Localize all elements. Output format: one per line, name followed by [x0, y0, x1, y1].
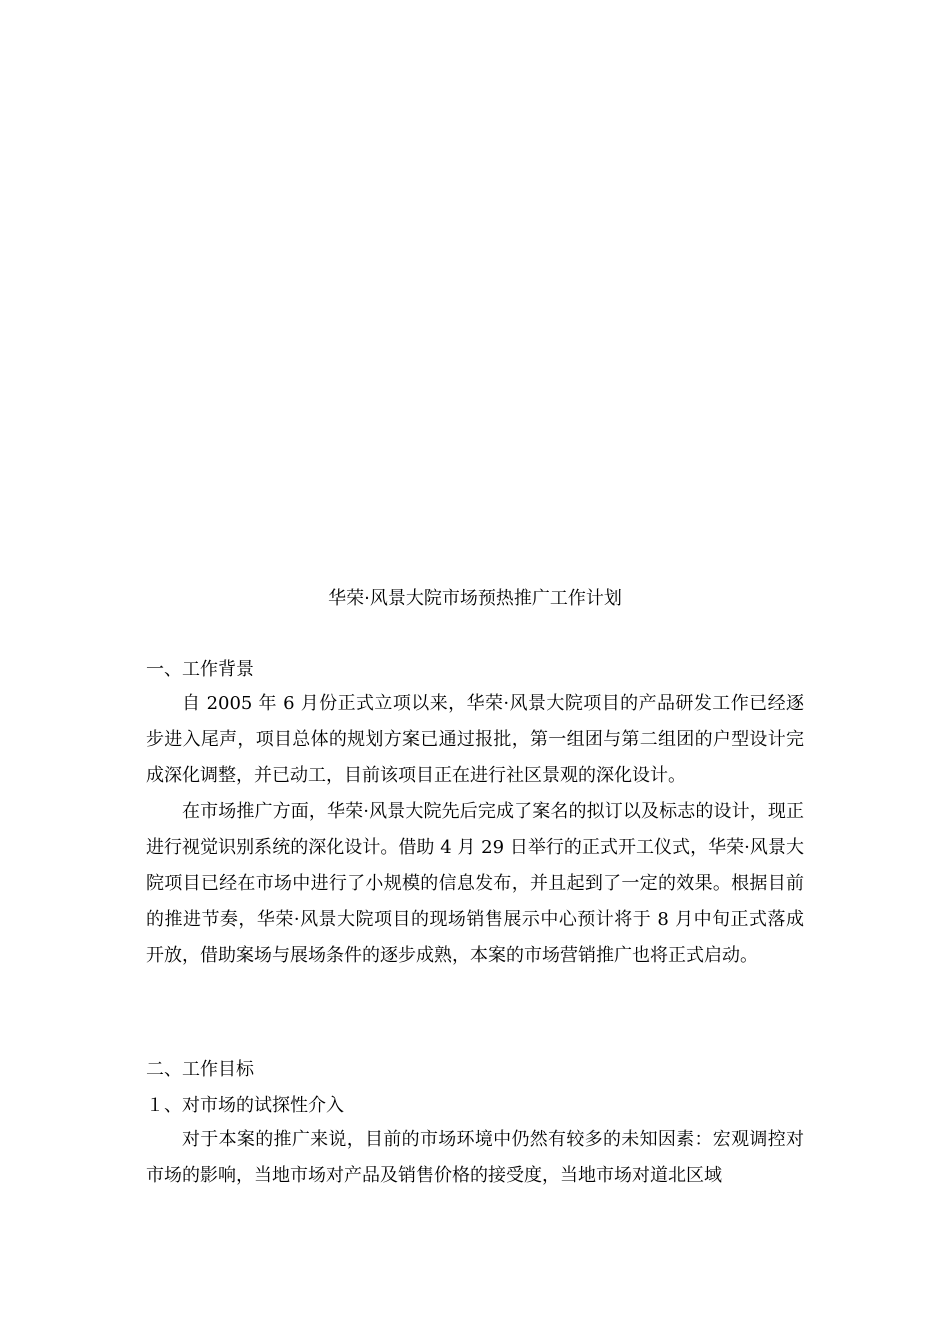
paragraph-background-1: 自 2005 年 6 月份正式立项以来，华荣·风景大院项目的产品研发工作已经逐步进入尾声，项目总体的规划方案已通过报批，第一组团与第二组团的户型设计完成深化调整，并已动工，目前该项目正在进行社区景观的深化设计。: [146, 693, 804, 786]
subsection-heading-market-probe: １、对市场的试探性介入: [146, 1095, 344, 1116]
section-heading-goals: 二、工作目标: [146, 1059, 254, 1080]
paragraph-background-2: 在市场推广方面，华荣·风景大院先后完成了案名的拟订以及标志的设计，现正进行视觉识别系统的深化设计。借助 4 月 29 日举行的正式开工仪式，华荣·风景大院项目已经在市场中进行了小规模的信息发布，并且起到了一定的效果。根据目前的推进节奏，华荣·风景大院项目的现场销售展示中心预计将于 8 月中旬正式落成开放，借助案场与展场条件的逐步成熟，本案的市场营销推广也将正式启动。: [146, 801, 804, 966]
document-title: 华荣·风景大院市场预热推广工作计划: [328, 588, 622, 609]
paragraph-goals-1: 对于本案的推广来说，目前的市场环境中仍然有较多的未知因素：宏观调控对市场的影响，当地市场对产品及销售价格的接受度，当地市场对道北区域: [146, 1129, 804, 1186]
section-heading-background: 一、工作背景: [146, 659, 254, 680]
